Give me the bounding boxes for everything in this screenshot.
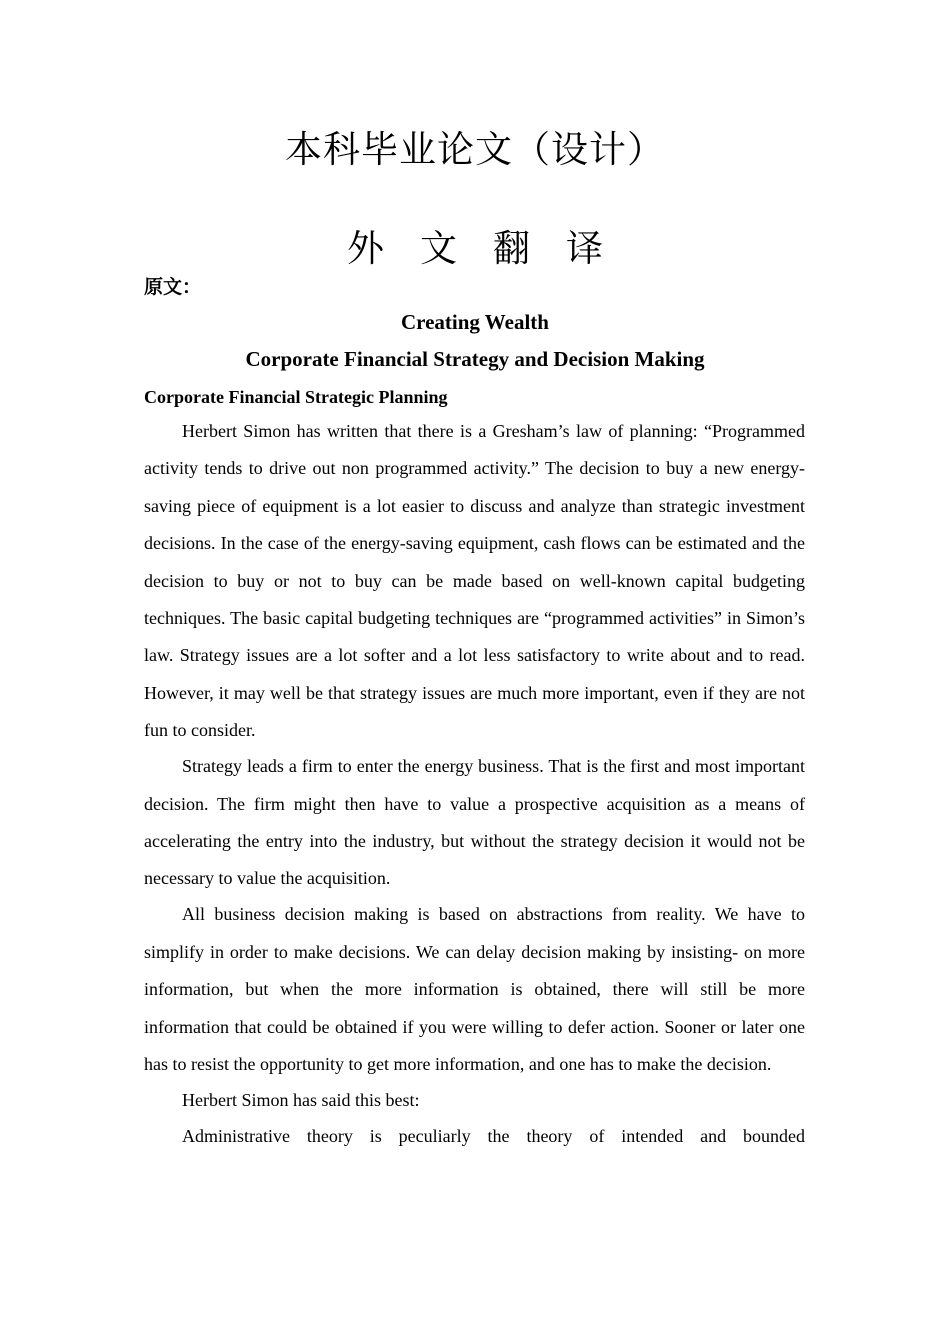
article-title: Creating Wealth (401, 310, 549, 334)
translation-title: 外文翻译 (347, 227, 639, 270)
paragraph: Herbert Simon has said this best: (182, 1089, 420, 1110)
article-subtitle: Corporate Financial Strategy and Decision Making (245, 347, 705, 371)
thesis-title: 本科毕业论文（设计） (285, 128, 665, 171)
paragraph: All business decision making is based on abstractions from reality. We have to simplify in order to make decisions. We can delay decision making by insisting- on more information, but when the more information is obtained, there will still be more information that could be obtained if you were willing to defer action. Sooner or later one has to resist the opportunity to get more information, and one has to make the decision. (144, 904, 805, 1074)
paragraph: Administrative theory is peculiarly the theory of intended and bounded (182, 1125, 805, 1146)
original-text-label: 原文： (144, 276, 202, 298)
paragraph: Herbert Simon has written that there is a Gresham’s law of planning: “Programmed activity tends to drive out non programmed activity.” The decision to buy a new energy-saving piece of equipment is a lot easier to discuss and analyze than strategic investment decisions. In the case of the energy-saving equipment, cash flows can be estimated and the decision to buy or not to buy can be made based on well-known capital budgeting techniques. The basic capital budgeting techniques are “programmed activities” in Simon’s law. Strategy issues are a lot softer and a lot less satisfactory to write about and to read. However, it may well be that strategy issues are much more important, even if they are not fun to consider. (144, 421, 805, 741)
body-text (144, 413, 805, 1155)
section-heading: Corporate Financial Strategic Planning (144, 387, 448, 407)
paragraph: Strategy leads a firm to enter the energy business. That is the first and most important decision. The firm might then have to value a prospective acquisition as a means of accelerating the entry into the industry, but without the strategy decision it would not be necessary to value the acquisition. (144, 756, 805, 889)
